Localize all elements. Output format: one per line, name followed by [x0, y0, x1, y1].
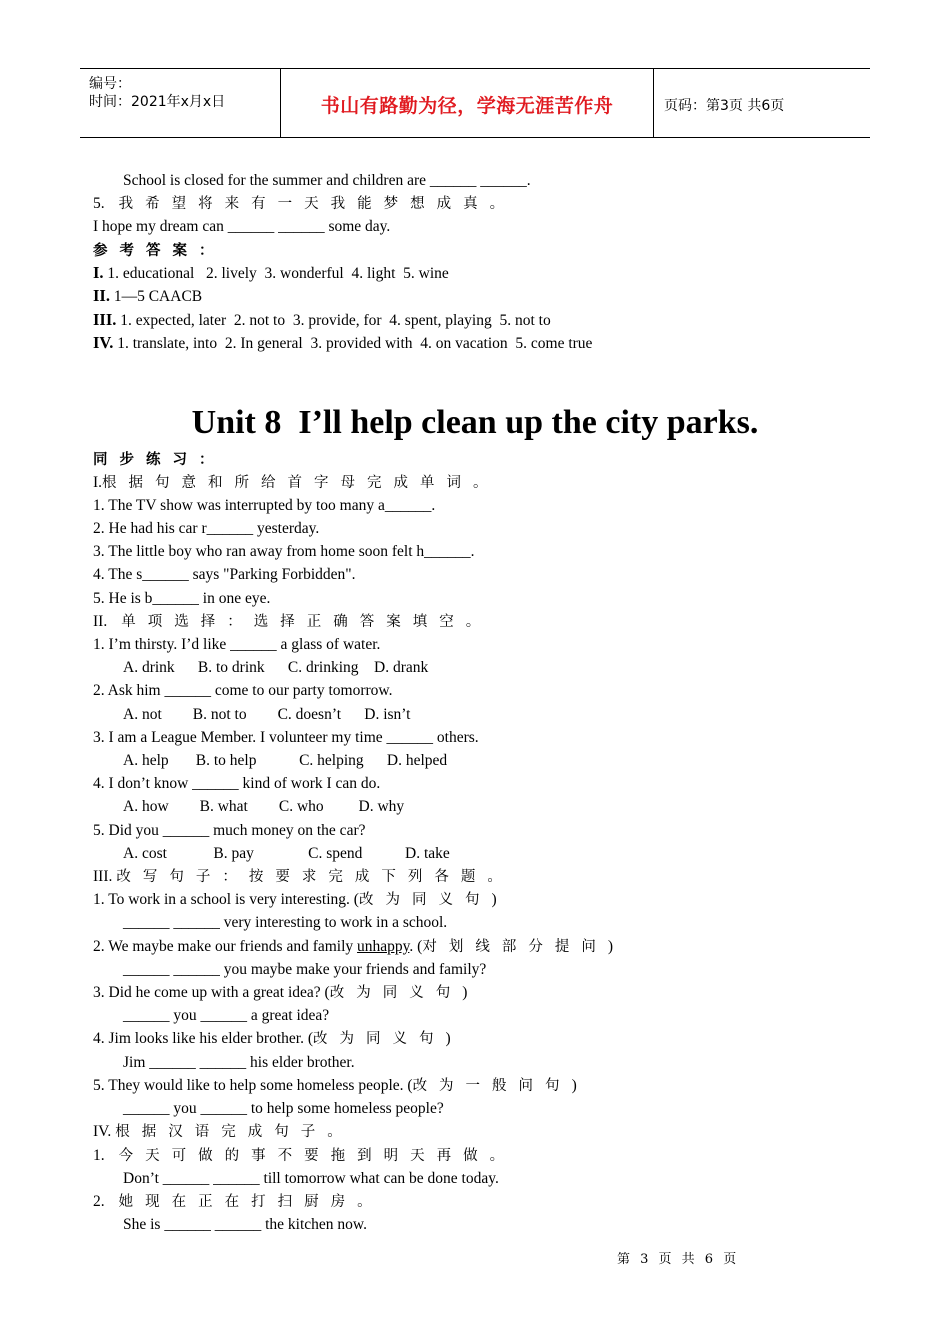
question-text: 2. We maybe make our friends and family: [93, 938, 358, 955]
section-4-heading: [93, 1123, 354, 1141]
s1-question-1: 1. The TV show was interrupted by too many a______.: [93, 497, 436, 514]
s2-question-4: 4. I don’t know ______ kind of work I can do.: [93, 775, 381, 792]
question-number: 1.: [93, 1147, 105, 1164]
s3-answer-3: ______ you ______ a great idea?: [123, 1007, 330, 1024]
s2-question-1: 1. I’m thirsty. I’d like ______ a glass of water.: [93, 636, 381, 653]
s3-question-5: [93, 1077, 577, 1095]
question-text: 4. Jim looks like his elder brother. (: [93, 1030, 313, 1047]
roman-numeral: I.: [93, 474, 103, 491]
section-2-heading: [93, 613, 492, 631]
roman-numeral: IV.: [93, 1123, 112, 1140]
s1-question-4: 4. The s______ says "Parking Forbidden".: [93, 566, 356, 583]
s3-question-2: [93, 938, 613, 956]
answer-line-4: [93, 334, 592, 353]
s2-options-3: A. help B. to help C. helping D. helped: [123, 752, 448, 769]
question-text: . (: [409, 938, 423, 955]
s2-question-2: 2. Ask him ______ come to our party tomorrow.: [93, 682, 393, 699]
question-instruction: 改为同义句: [312, 1031, 446, 1047]
underlined-word: unhappy: [357, 938, 410, 955]
answer-line-2: [93, 287, 202, 306]
number-label: 编号：: [89, 76, 131, 92]
motto: 书山有路勤为径，学海无涯苦作舟: [320, 95, 614, 117]
page-footer: 第 3 页 共 6 页: [617, 1252, 740, 1267]
s3-answer-1: ______ ______ very interesting to work in a school.: [123, 914, 448, 931]
question-number: 2.: [93, 1193, 105, 1210]
answer-line-3: [93, 311, 551, 330]
s4-question-1: [93, 1147, 516, 1165]
answer-text: 1—5 CAACB: [109, 288, 203, 305]
question-instruction: 改为一般问句: [412, 1078, 572, 1094]
paren: ): [571, 1077, 577, 1094]
section-1-heading: [93, 474, 500, 492]
header-center-cell: [281, 69, 654, 137]
answer-text: 1. translate, into 2. In general 3. provided with 4. on vacation 5. come true: [113, 335, 593, 352]
question-instruction: 改为同义句: [329, 985, 463, 1001]
page-number-label: 页码：第3页 共6页: [664, 98, 785, 114]
prev-question-5-text: I hope my dream can ______ ______ some day.: [93, 218, 391, 235]
s3-answer-5: ______ you ______ to help some homeless people?: [123, 1100, 444, 1117]
section-instruction: 改写句子：按要求完成下列各题。: [116, 869, 514, 885]
answer-text: 1. expected, later 2. not to 3. provide, for 4. spent, playing 5. not to: [116, 312, 551, 329]
header-left-cell: [80, 69, 281, 137]
answer-text: 1. educational 2. lively 3. wonderful 4. light 5. wine: [103, 265, 449, 282]
paren: ): [491, 891, 497, 908]
roman-numeral: IV.: [93, 333, 114, 352]
s3-question-3: [93, 984, 467, 1002]
s2-question-5: 5. Did you ______ much money on the car?: [93, 822, 366, 839]
s1-question-5: 5. He is b______ in one eye.: [93, 590, 271, 607]
section-instruction: 根据句意和所给首字母完成单词。: [102, 475, 500, 491]
question-chinese: 今天可做的事不要拖到明天再做。: [118, 1148, 517, 1164]
header-right-cell: [654, 69, 870, 137]
section-3-heading: [93, 868, 514, 886]
s3-answer-4: Jim ______ ______ his elder brother.: [123, 1054, 355, 1071]
s4-answer-1: Don’t ______ ______ till tomorrow what can be done today.: [123, 1170, 499, 1187]
question-instruction: 改为同义句: [358, 892, 492, 908]
question-chinese: 她现在正在打扫厨房。: [118, 1194, 384, 1210]
prev-question-5: [93, 195, 516, 213]
s3-question-4: [93, 1030, 451, 1048]
roman-numeral: II.: [93, 613, 108, 630]
section-instruction: 单项选择：选择正确答案填空。: [121, 614, 493, 630]
answers-heading: 参考答案：: [93, 243, 226, 259]
question-chinese: 我希望将来有一天我能梦想成真。: [118, 196, 517, 212]
paren: ): [607, 938, 614, 955]
roman-numeral: III.: [93, 310, 117, 329]
sync-heading: 同步练习：: [93, 452, 226, 468]
paren: ): [445, 1030, 451, 1047]
s3-answer-2: ______ ______ you maybe make your friends and family?: [123, 961, 487, 978]
answer-line-1: [93, 264, 449, 283]
question-text: 5. They would like to help some homeless people. (: [93, 1077, 413, 1094]
section-instruction: 根据汉语完成句子。: [115, 1124, 354, 1140]
unit-title: Unit 8 I’ll help clean up the city parks.: [191, 404, 759, 441]
roman-numeral: II.: [93, 286, 110, 305]
s1-question-3: 3. The little boy who ran away from home soon felt h______.: [93, 543, 475, 560]
question-number: 5.: [93, 195, 105, 212]
s2-options-1: A. drink B. to drink C. drinking D. drank: [123, 659, 429, 676]
prev-question-4-text: School is closed for the summer and children are ______ ______.: [123, 172, 531, 189]
time-label: 时间：2021年x月x日: [89, 94, 226, 110]
s2-question-3: 3. I am a League Member. I volunteer my time ______ others.: [93, 729, 479, 746]
roman-numeral: I.: [93, 263, 104, 282]
page-header: [80, 68, 870, 138]
s2-options-4: A. how B. what C. who D. why: [123, 798, 405, 815]
question-text: 1. To work in a school is very interesting. (: [93, 891, 359, 908]
question-instruction: 对划线部分提问: [422, 939, 608, 955]
s2-options-2: A. not B. not to C. doesn’t D. isn’t: [123, 706, 411, 723]
paren: ): [462, 984, 468, 1001]
s4-answer-2: She is ______ ______ the kitchen now.: [123, 1216, 367, 1233]
s2-options-5: A. cost B. pay C. spend D. take: [123, 845, 450, 862]
s3-question-1: [93, 891, 497, 909]
question-text: 3. Did he come up with a great idea? (: [93, 984, 330, 1001]
roman-numeral: III.: [93, 868, 113, 885]
s4-question-2: [93, 1193, 384, 1211]
s1-question-2: 2. He had his car r______ yesterday.: [93, 520, 320, 537]
